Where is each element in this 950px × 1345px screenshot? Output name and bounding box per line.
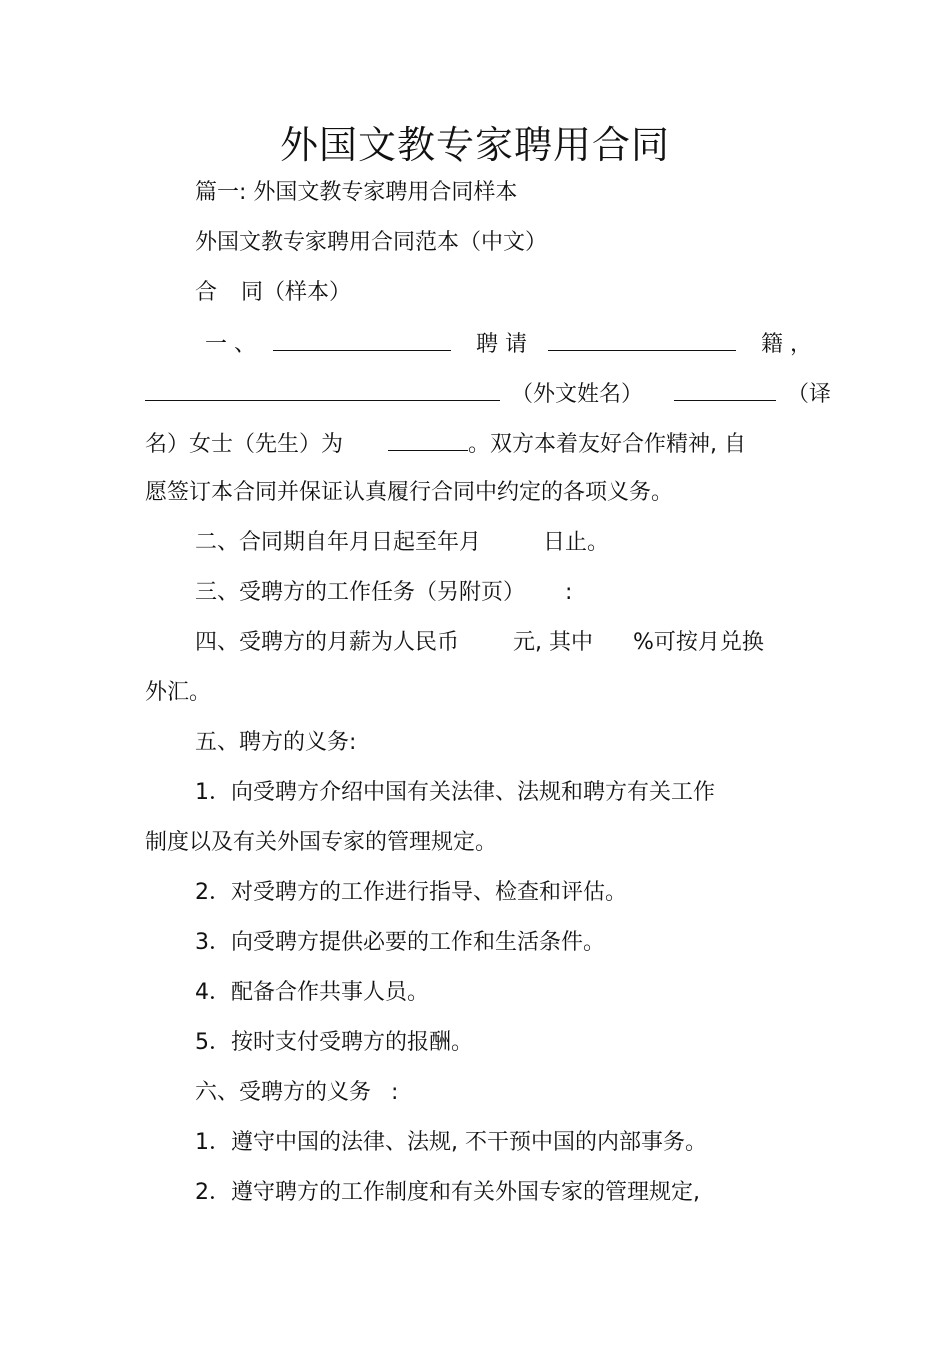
foreign-name-label: （外文姓名）	[511, 382, 644, 407]
clause-2-text: 二、合同期自年月日起至年月	[195, 530, 482, 555]
clause-5-item-3: 3．向受聘方提供必要的工作和生活条件。	[195, 930, 605, 955]
position-blank	[388, 428, 468, 451]
clause-1-line-1	[205, 328, 812, 360]
clause-3-text: 三、受聘方的工作任务（另附页）	[195, 580, 526, 605]
clause-5-item-4: 4．配备合作共事人员。	[195, 980, 429, 1005]
clause-2	[195, 528, 609, 558]
clause-5-item-1-line-1: 1．向受聘方介绍中国有关法律、法规和聘方有关工作	[195, 780, 715, 805]
clause-6-heading	[195, 1078, 398, 1108]
clause-1-line-2	[145, 378, 831, 410]
clause-5-item-1-line-2: 制度以及有关外国专家的管理规定。	[145, 830, 498, 855]
clause-5-item-5: 5．按时支付受聘方的报酬。	[195, 1030, 473, 1055]
foreign-name-blank	[145, 378, 500, 401]
contract-sample-rest: 同（样本）	[241, 280, 352, 305]
clause-1-number: 一 、	[205, 332, 256, 357]
clause-4-line-2: 外汇。	[145, 680, 212, 705]
nationality-blank	[548, 328, 736, 351]
clause-1-title-text: 名）女士（先生）为	[145, 432, 344, 457]
clause-5-heading: 五、聘方的义务:	[195, 730, 357, 755]
clause-6-colon: :	[391, 1080, 399, 1105]
clause-4-yuan-text: 元, 其中	[513, 630, 594, 655]
translated-name-label: （译	[787, 382, 832, 407]
clause-1-line-4: 愿签订本合同并保证认真履行合同中约定的各项义务。	[145, 480, 674, 505]
clause-1-line-3	[145, 428, 746, 460]
clause-3	[195, 578, 572, 608]
document-title: 外国文教专家聘用合同	[279, 123, 670, 167]
employer-name-blank	[273, 328, 451, 351]
clause-4-salary-text: 四、受聘方的月薪为人民币	[195, 630, 460, 655]
contract-sample-heading	[195, 278, 351, 308]
clause-4-line-1	[195, 628, 764, 658]
clause-5-item-2: 2．对受聘方的工作进行指导、检查和评估。	[195, 880, 627, 905]
clause-6-text: 六、受聘方的义务	[195, 1080, 372, 1105]
contract-sample-char: 合	[195, 280, 218, 305]
clause-4-exchange-text: %可按月兑换	[633, 630, 764, 655]
clause-6-item-1: 1．遵守中国的法律、法规, 不干预中国的内部事务。	[195, 1130, 707, 1155]
section-heading-1: 篇一: 外国文教专家聘用合同样本	[195, 180, 518, 205]
translated-name-blank	[674, 378, 776, 401]
subtitle-line: 外国文教专家聘用合同范本（中文）	[195, 230, 548, 255]
clause-3-colon: :	[565, 580, 573, 605]
clause-1-nationality-text: 籍 ，	[761, 332, 812, 357]
clause-2-end: 日止。	[543, 530, 610, 555]
clause-6-item-2: 2．遵守聘方的工作制度和有关外国专家的管理规定,	[195, 1180, 700, 1205]
clause-1-spirit-text: 。双方本着友好合作精神, 自	[468, 432, 747, 457]
clause-1-employ-text: 聘 请	[476, 332, 527, 357]
